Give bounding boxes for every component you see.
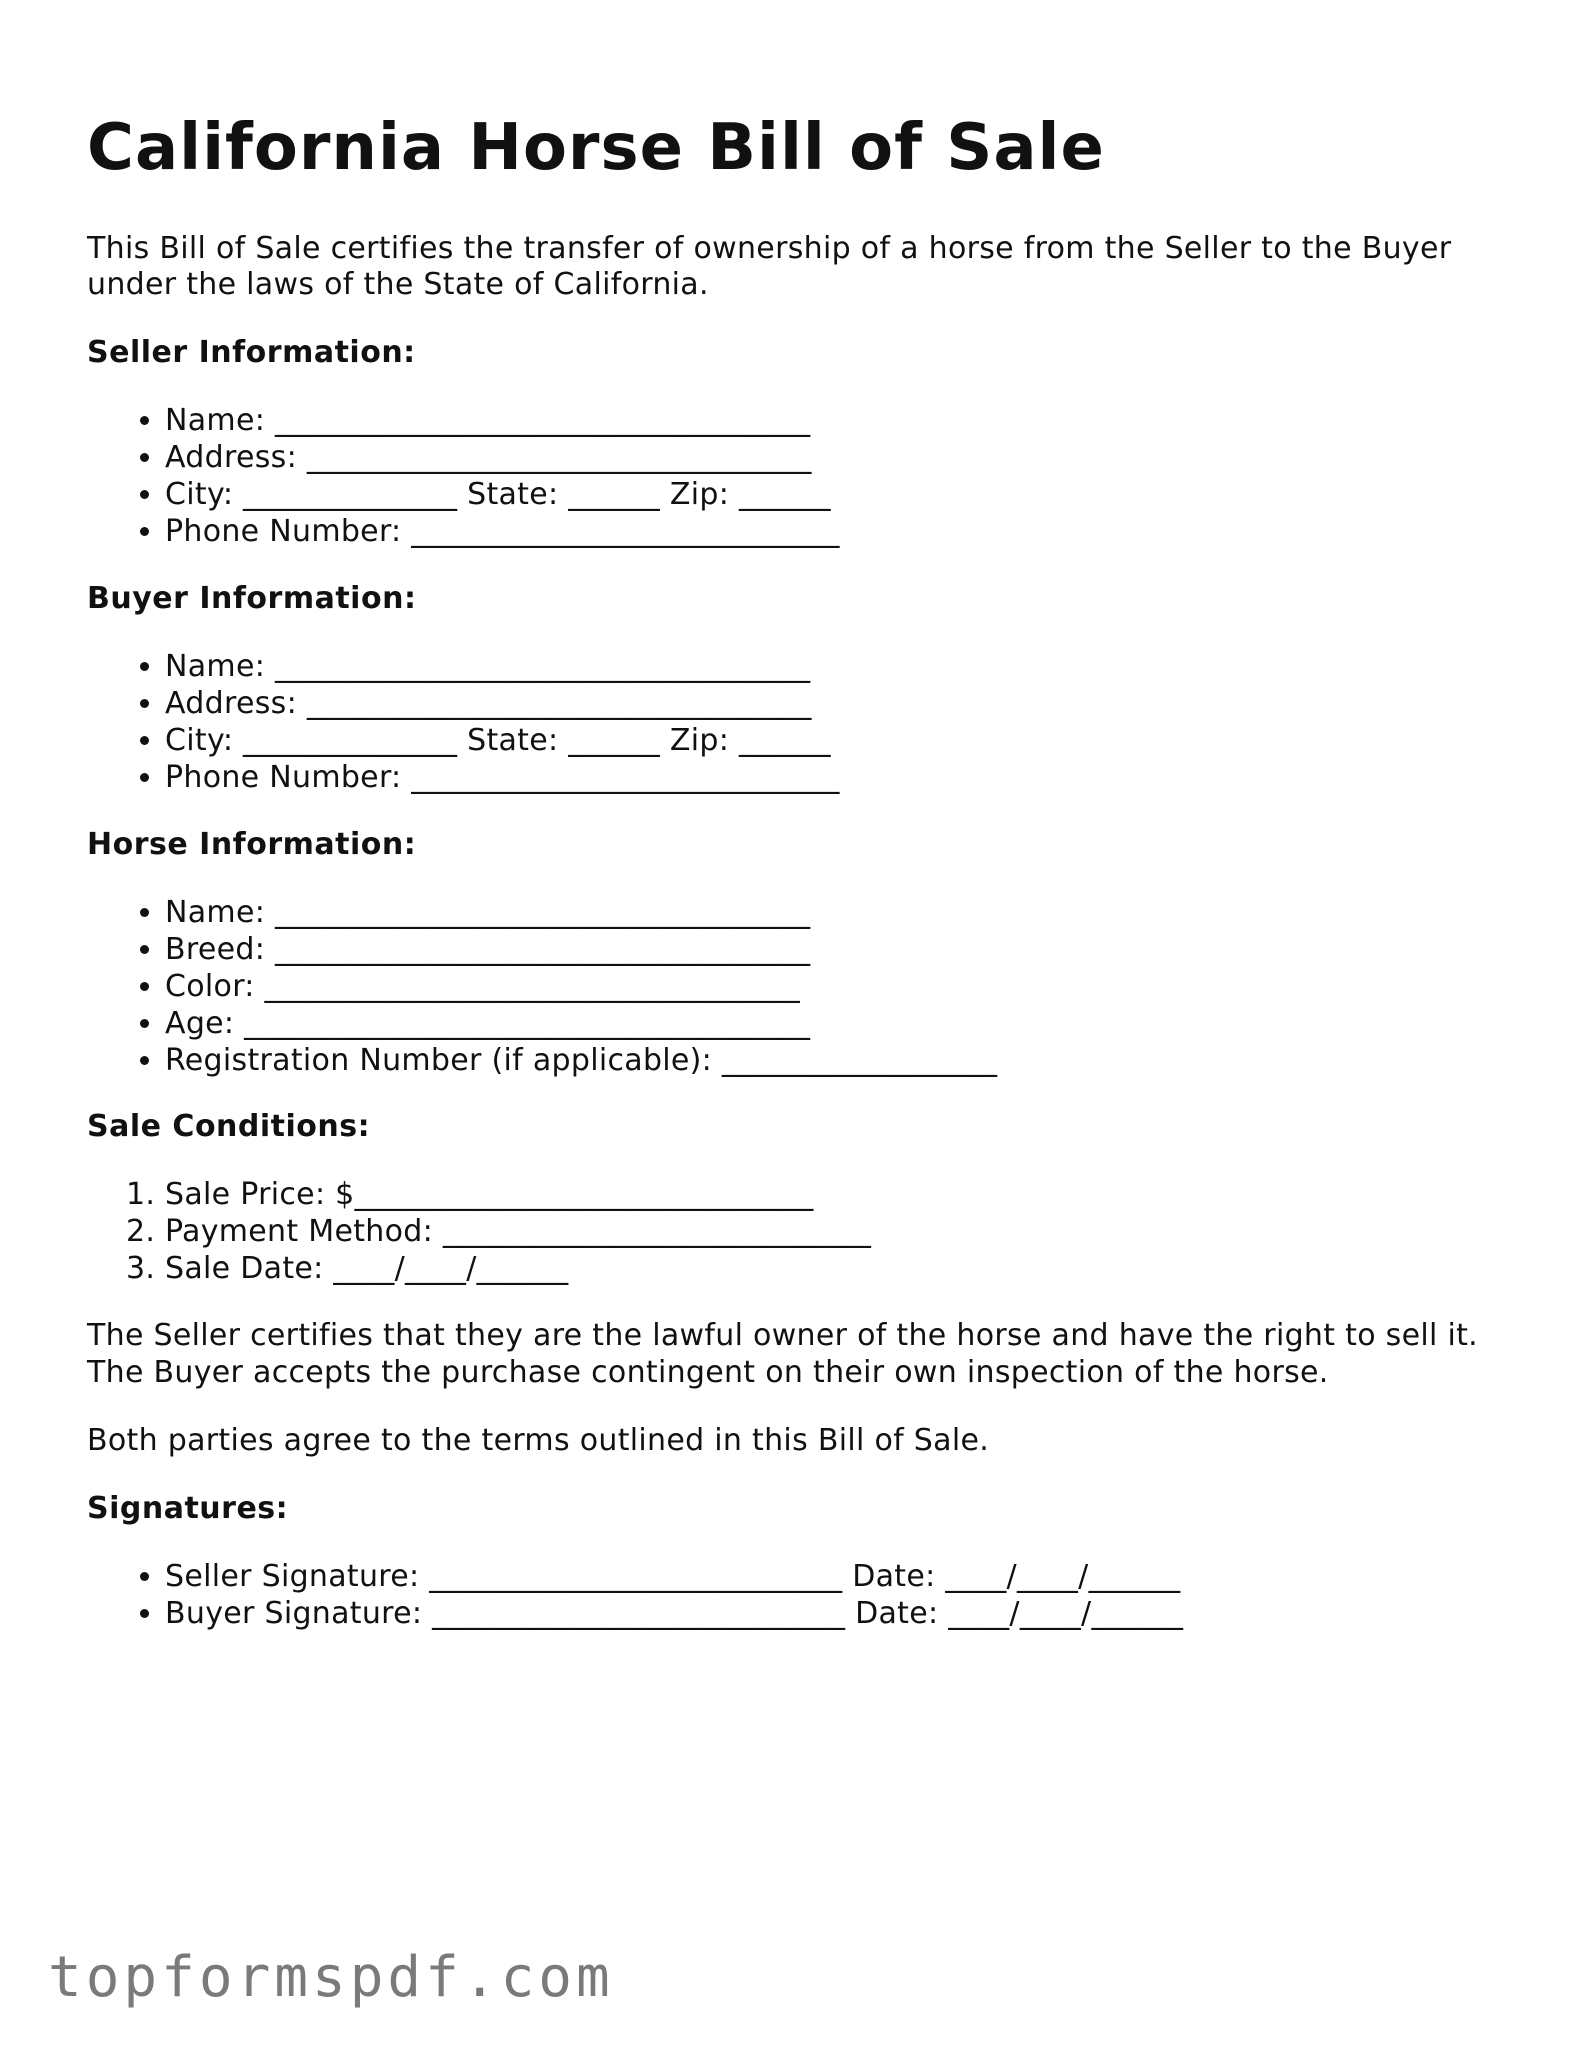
sale-heading: Sale Conditions: (87, 1109, 371, 1144)
buyer-phone-field: • Phone Number: ____________________________ (165, 759, 840, 796)
sale-price-field: 1. Sale Price: $______________________________ (165, 1176, 871, 1213)
seller-address-field: • Address: _________________________________ (165, 439, 840, 476)
sale-list (87, 1176, 871, 1287)
page-title: California Horse Bill of Sale (87, 111, 1105, 185)
seller-signature-field: • Seller Signature: ___________________________ Date: ____/____/______ (165, 1558, 1183, 1595)
seller-phone-field: • Phone Number: ____________________________ (165, 513, 840, 550)
seller-heading: Seller Information: (87, 335, 416, 370)
buyer-heading: Buyer Information: (87, 581, 417, 616)
horse-breed-field: • Breed: ___________________________________ (165, 931, 997, 968)
sale-date-field: 3. Sale Date: ____/____/______ (165, 1250, 871, 1287)
buyer-list (87, 648, 840, 796)
watermark-logo: topformspdf.com (48, 1945, 614, 2010)
payment-method-field: 2. Payment Method: ____________________________ (165, 1213, 871, 1250)
horse-list (87, 894, 997, 1079)
horse-age-field: • Age: _____________________________________ (165, 1005, 997, 1042)
intro-line-2: under the laws of the State of California. (87, 267, 709, 302)
signatures-heading: Signatures: (87, 1491, 289, 1526)
certify-line-1: The Seller certifies that they are the lawful owner of the horse and have the right to sell it. (87, 1318, 1479, 1353)
seller-name-field: • Name: ___________________________________ (165, 402, 840, 439)
buyer-address-field: • Address: _________________________________ (165, 685, 840, 722)
horse-name-field: • Name: ___________________________________ (165, 894, 997, 931)
intro-line-1: This Bill of Sale certifies the transfer of ownership of a horse from the Seller to the Buyer (87, 231, 1452, 266)
certify-line-2: The Buyer accepts the purchase contingent on their own inspection of the horse. (87, 1355, 1329, 1390)
agreement-text: Both parties agree to the terms outlined in this Bill of Sale. (87, 1423, 990, 1458)
horse-registration-field: • Registration Number (if applicable): __________________ (165, 1042, 997, 1079)
buyer-city-state-zip-field: • City: ______________ State: ______ Zip: ______ (165, 722, 840, 759)
seller-city-state-zip-field: • City: ______________ State: ______ Zip: ______ (165, 476, 840, 513)
signatures-list (87, 1558, 1183, 1632)
seller-list (87, 402, 840, 550)
buyer-name-field: • Name: ___________________________________ (165, 648, 840, 685)
horse-color-field: • Color: ___________________________________ (165, 968, 997, 1005)
horse-heading: Horse Information: (87, 827, 417, 862)
buyer-signature-field: • Buyer Signature: ___________________________ Date: ____/____/______ (165, 1595, 1183, 1632)
